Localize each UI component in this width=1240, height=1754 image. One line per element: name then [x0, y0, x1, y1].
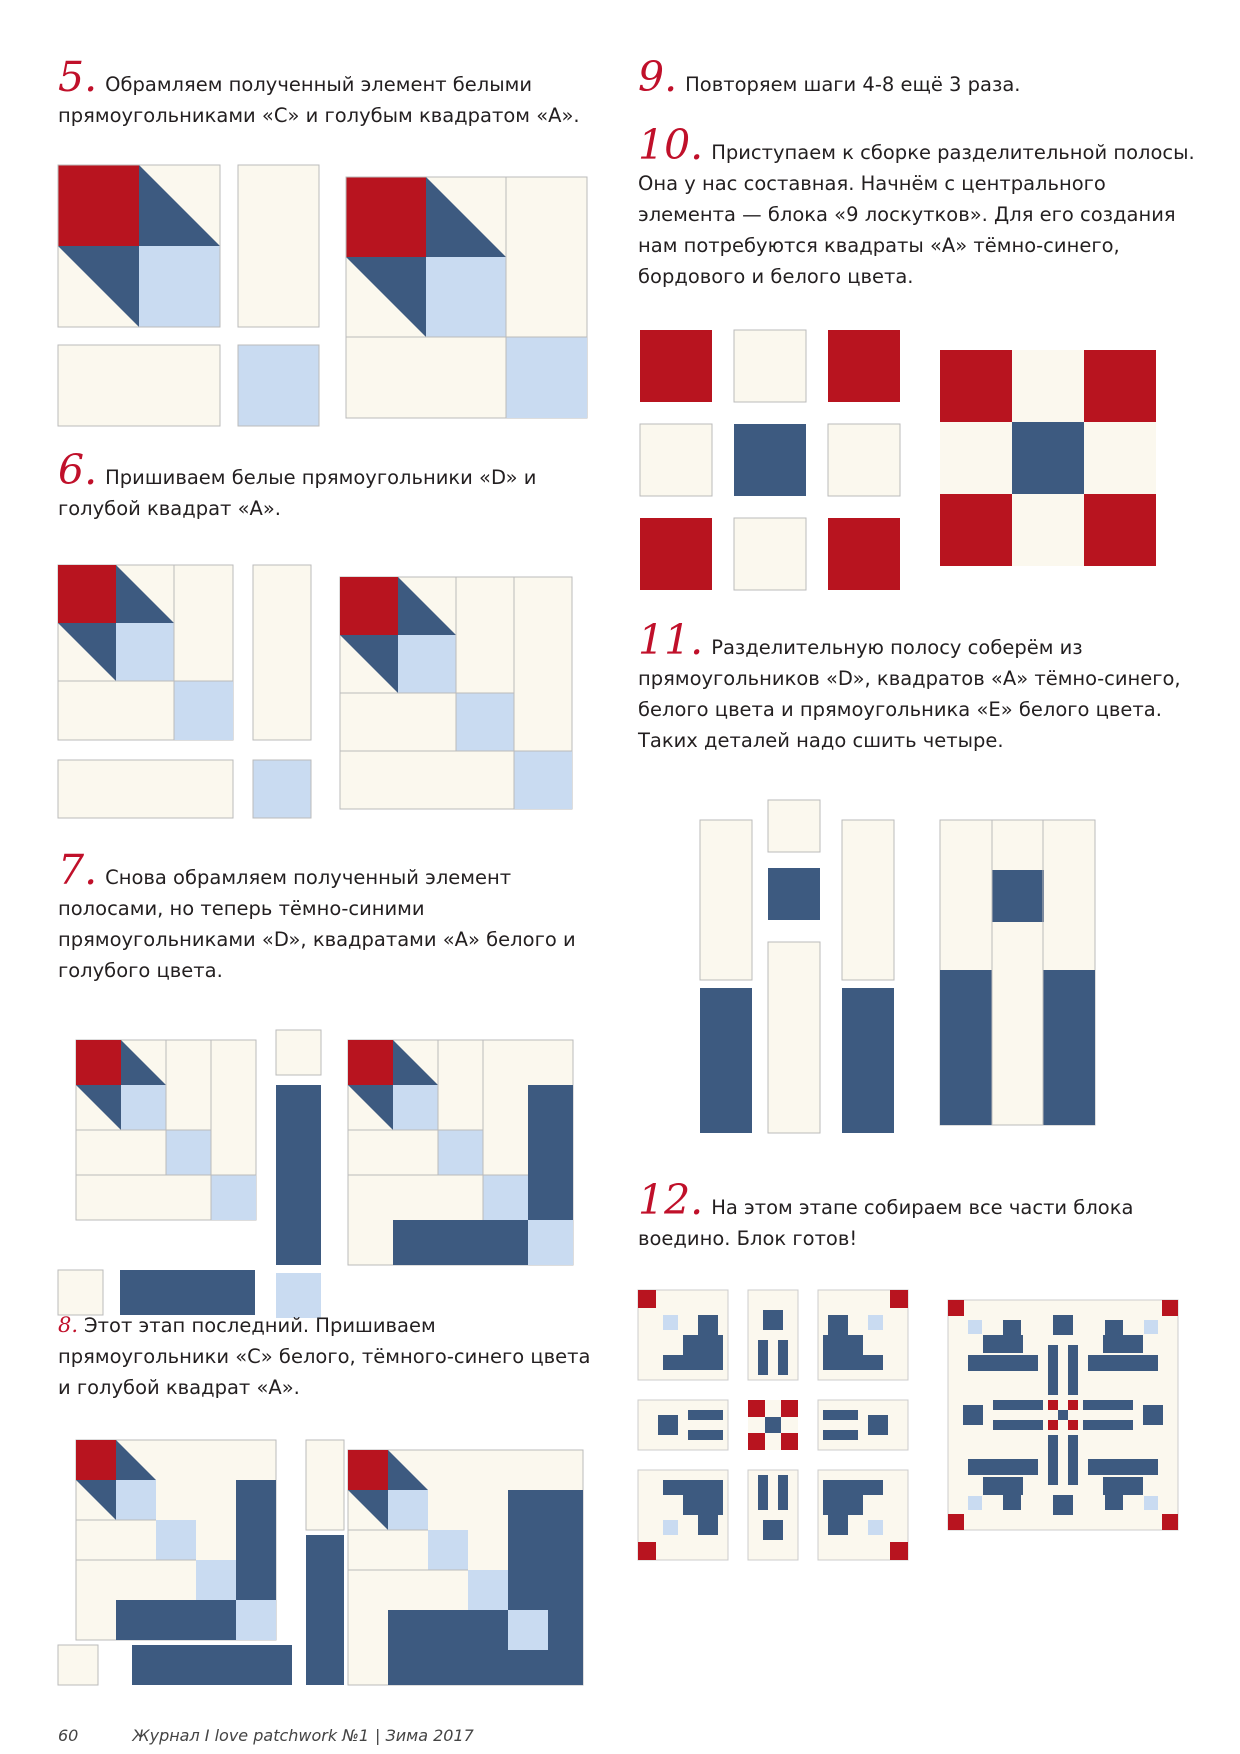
step-number: 10. — [638, 121, 704, 169]
step-6 — [58, 446, 598, 524]
step-12-finished-block-diagram — [948, 1300, 1178, 1530]
issue-season: | Зима 2017 — [375, 1726, 474, 1745]
step-number: 11. — [638, 616, 704, 664]
step-11 — [638, 616, 1198, 756]
step-text: Приступаем к сборке разделительной полосы. Она у нас составная. Начнём с центрального элемента — блока «9 лоскутков». Для его создания нам потребуются квадраты «А» тёмно-синего, бордового и белого цвета. — [638, 141, 1195, 288]
step-12-parts-diagram — [638, 1290, 908, 1560]
step-text: Пришиваем белые прямоугольники «D» и голубой квадрат «А». — [58, 466, 537, 520]
step-text: Разделительную полосу соберём из прямоугольников «D», квадратов «А» тёмно-синего, белого цвета и прямоугольника «Е» белого цвета. Таких деталей надо сшить четыре. — [638, 636, 1181, 752]
step-12 — [638, 1176, 1198, 1254]
step-text: Снова обрамляем полученный элемент полосами, но теперь тёмно-синими прямоугольниками «D», квадратами «А» белого и голубого цвета. — [58, 866, 576, 982]
step-7-diagram — [58, 1030, 598, 1290]
step-text: Повторяем шаги 4-8 ещё 3 раза. — [685, 73, 1021, 96]
step-number: 8. — [58, 1313, 79, 1337]
step-number: 12. — [638, 1176, 704, 1224]
page-footer — [58, 1726, 528, 1745]
step-7 — [58, 846, 598, 986]
journal-name: Журнал I love patchwork №1 — [132, 1726, 370, 1745]
step-number: 6. — [58, 446, 98, 494]
step-5 — [58, 53, 598, 131]
step-number: 9. — [638, 53, 678, 101]
step-number: 7. — [58, 846, 98, 894]
step-10 — [638, 121, 1198, 292]
step-9 — [638, 53, 1198, 101]
step-text: Этот этап последний. Пришиваем прямоугольники «С» белого, тёмного-синего цвета и голубой квадрат «А». — [58, 1314, 591, 1399]
step-11-diagram — [700, 800, 1100, 1135]
step-8 — [58, 1310, 598, 1403]
page-number: 60 — [58, 1726, 79, 1745]
step-5-diagram — [58, 165, 598, 425]
step-text: Обрамляем полученный элемент белыми прямоугольниками «С» и голубым квадратом «А». — [58, 73, 580, 127]
step-8-diagram — [58, 1440, 598, 1685]
step-10-diagram — [640, 330, 1160, 590]
step-6-diagram — [58, 565, 598, 815]
step-number: 5. — [58, 53, 98, 101]
step-text: На этом этапе собираем все части блока воедино. Блок готов! — [638, 1196, 1134, 1250]
